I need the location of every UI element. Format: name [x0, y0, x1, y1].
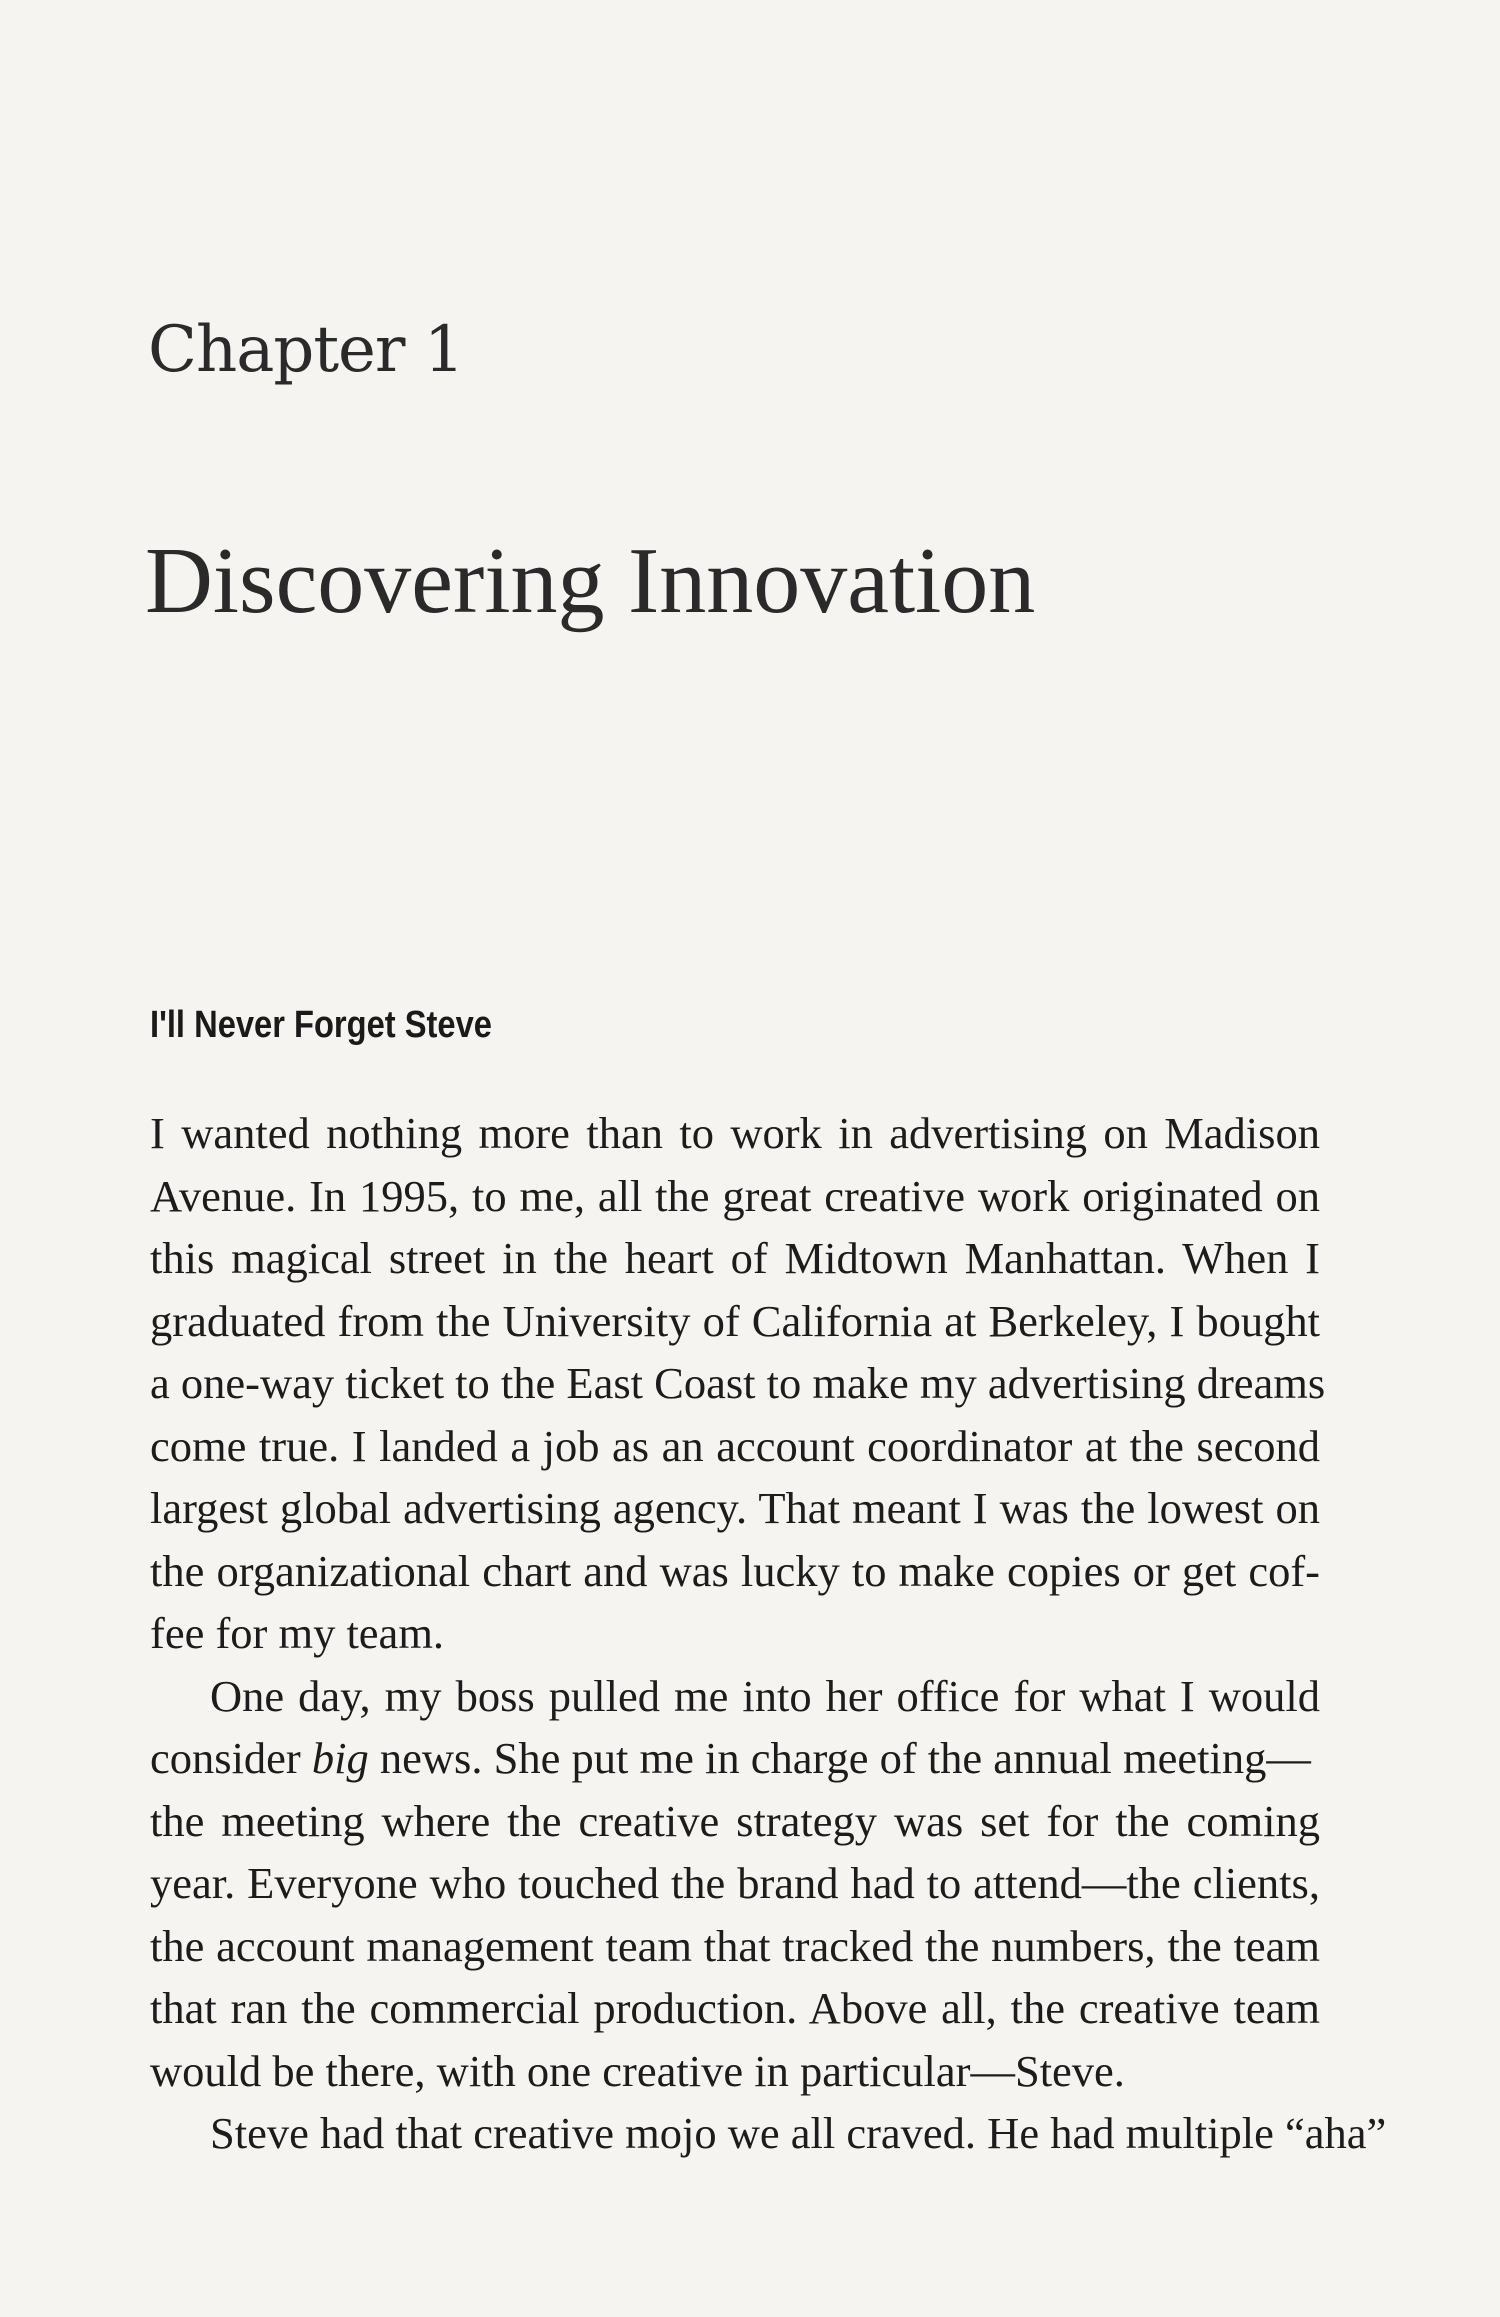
body-text	[150, 1102, 1387, 2165]
body-line: year. Everyone who touched the brand had to attend—the clients,	[150, 1858, 1320, 1908]
body-line: this magical street in the heart of Midtown Manhattan. When I	[150, 1233, 1320, 1283]
body-line: would be there, with one creative in particular—Steve.	[150, 2045, 1125, 2096]
body-text-segment: news. She put me in charge of the annual meeting—	[379, 1733, 1311, 1783]
body-line: One day, my boss pulled me into her office for what I would	[210, 1670, 1320, 1721]
body-line: fee for my team.	[150, 1608, 445, 1658]
emphasized-word: big	[311, 1733, 369, 1783]
body-line: I wanted nothing more than to work in advertising on Madison	[150, 1108, 1320, 1158]
body-line: the meeting where the creative strategy was set for the coming	[150, 1795, 1320, 1846]
body-line: largest global advertising agency. That meant I was the lowest on	[150, 1483, 1320, 1533]
body-line: a one-way ticket to the East Coast to make my advertising dreams	[150, 1358, 1326, 1408]
chapter-label: Chapter 1	[148, 313, 464, 387]
body-line-mixed	[150, 1727, 1320, 1790]
body-line: that ran the commercial production. Above all, the creative team	[150, 1983, 1320, 2033]
body-line: Avenue. In 1995, to me, all the great creative work originated on	[150, 1170, 1320, 1221]
body-line: the account management team that tracked the numbers, the team	[150, 1920, 1320, 1971]
body-line: the organizational chart and was lucky to make copies or get cof-	[150, 1545, 1320, 1596]
section-heading: I'll Never Forget Steve	[150, 1004, 492, 1046]
body-text-segment: consider	[150, 1733, 301, 1783]
body-line: come true. I landed a job as an account coordinator at the second	[150, 1420, 1320, 1471]
chapter-title: Discovering Innovation	[145, 529, 1036, 633]
body-line: graduated from the University of California at Berkeley, I bought	[150, 1295, 1320, 1346]
body-line: Steve had that creative mojo we all craved. He had multiple “aha”	[210, 2108, 1387, 2158]
